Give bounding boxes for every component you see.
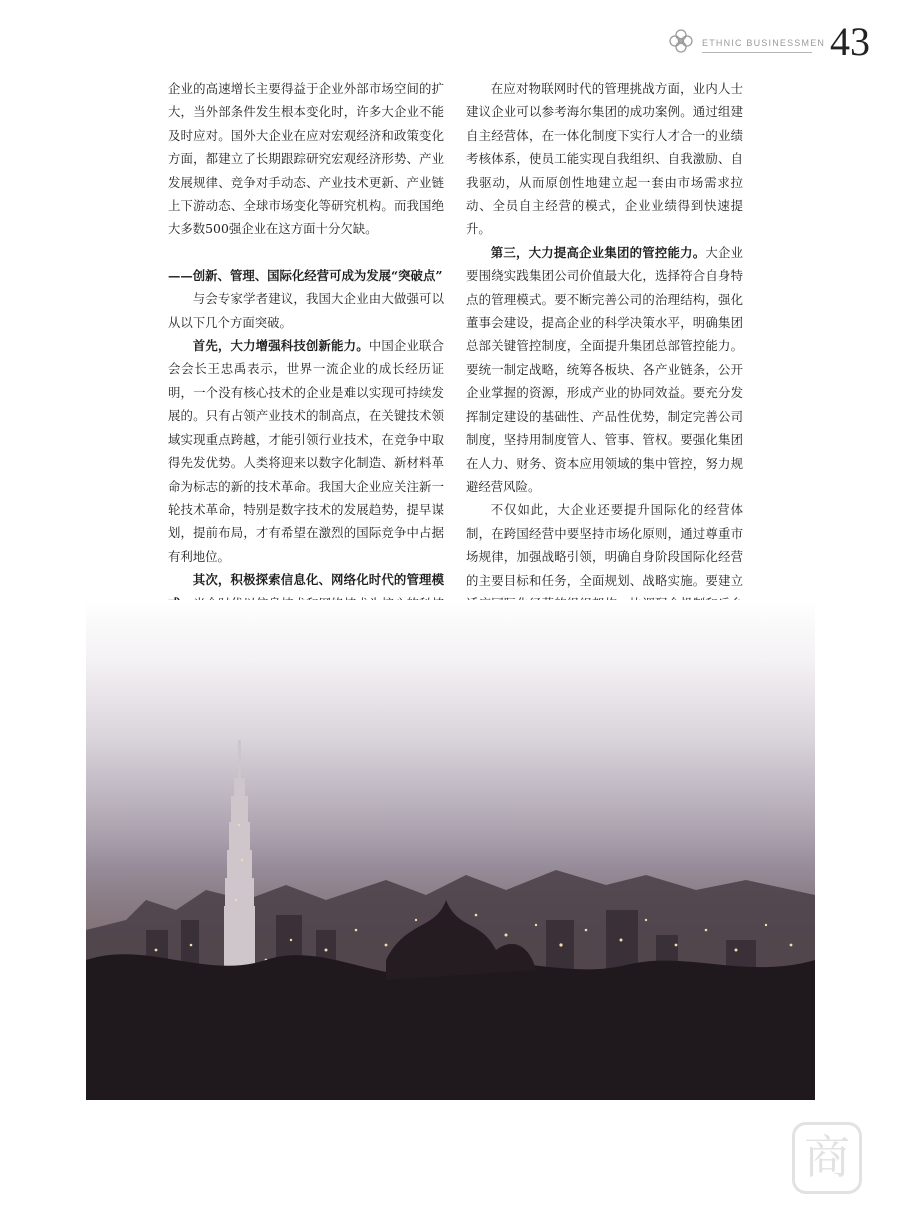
ornament-icon bbox=[666, 26, 696, 56]
paragraph bbox=[466, 241, 743, 498]
publisher-stamp: 商 bbox=[792, 1122, 862, 1194]
section-heading: ——创新、管理、国际化经营可成为发展“突破点” bbox=[168, 267, 443, 283]
city-night-photo bbox=[86, 600, 815, 1100]
paragraph: 在应对物联网时代的管理挑战方面，业内人士建议企业可以参考海尔集团的成功案例。通过组建自主经营体，在一体化制度下实行人才合一的业绩考核体系，使员工能实现自我组织、自我激励、自我驱动，从而原创性地建立起一套由市场需求拉动、全员自主经营的模式，企业业绩得到快速提升。 bbox=[466, 81, 743, 237]
page-number: 43 bbox=[830, 19, 870, 64]
header-rule bbox=[702, 52, 812, 53]
paragraph bbox=[168, 334, 444, 568]
page-header bbox=[650, 19, 870, 66]
paragraph-lead: 其次，积极探索信息化、网络化时代的管理模 bbox=[192, 572, 444, 588]
paragraph-body: 不仅如此，大企业还要提升国际化的经营体制，在跨国经营中要坚持市场化原则，通过尊重市场规律，加强战略引领，明确自身阶段国际化经营的主要目标和任务，全面规划、战略实施。要建立 bbox=[466, 502, 743, 588]
paragraph-lead: 首先，大力增强科技创新能力。 bbox=[192, 338, 369, 354]
paragraph: 企业的高速增长主要得益于企业外部市场空间的扩大，当外部条件发生根本变化时，许多大企业不能及时应对。国外大企业在应对宏观经济和政策变化方面，都建立了长期跟踪研究宏观经济形势、产业发展规律、竞争对手动态、产业技术更新、产业链上下游动态、全球市场变化等研究机构。而我国绝大多数500强企业在这方面十分欠缺。 bbox=[168, 81, 444, 237]
paragraph-body: 大企业要围绕实践集团公司价值最大化，选择符合自身特点的管理模式。要不断完善公司的治理结构，强化董事会建设，提高企业的科学决策水平，明确集团总部关键管控制度，全面提升集团总部管控能力。要统一制定战略，统筹各板块、各产业链条，公开企业掌握的资源，形成产业的协同效益。要充分发挥制定建设的基础性、产品性优势，制定完善公司制度，坚持用制度管人、管事、管权。要强化集团在人力、财务、资本应用领域的集中管控，努力规避经营风险。 bbox=[466, 244, 744, 494]
paragraph-body: 中国企业联合会会长王忠禹表示，世界一流企业的成长经历证明，一个没有核心技术的企业是难以实现可持续发展的。只有占领产业技术的制高点，在关键技术领域实现重点跨越，才能引领行业技术，在竞争中取得先发优势。人类将迎来以数字化制造、新材料革命为标志的新的技术革命。我国大企业应关注新一轮技术革命，特别是数字技术的发展趋势，提早谋划，提前布局，才有希望在激烈的国际竞争中占据有利地位。 bbox=[168, 338, 445, 564]
paragraph-lead: 第三，大力提高企业集团的管控能力。 bbox=[490, 244, 706, 260]
magazine-brand: ETHNIC BUSINESSMEN bbox=[702, 38, 826, 48]
paragraph: 与会专家学者建议，我国大企业由大做强可以从以下几个方面突破。 bbox=[168, 291, 444, 330]
city-skyline-illustration bbox=[86, 600, 815, 1100]
